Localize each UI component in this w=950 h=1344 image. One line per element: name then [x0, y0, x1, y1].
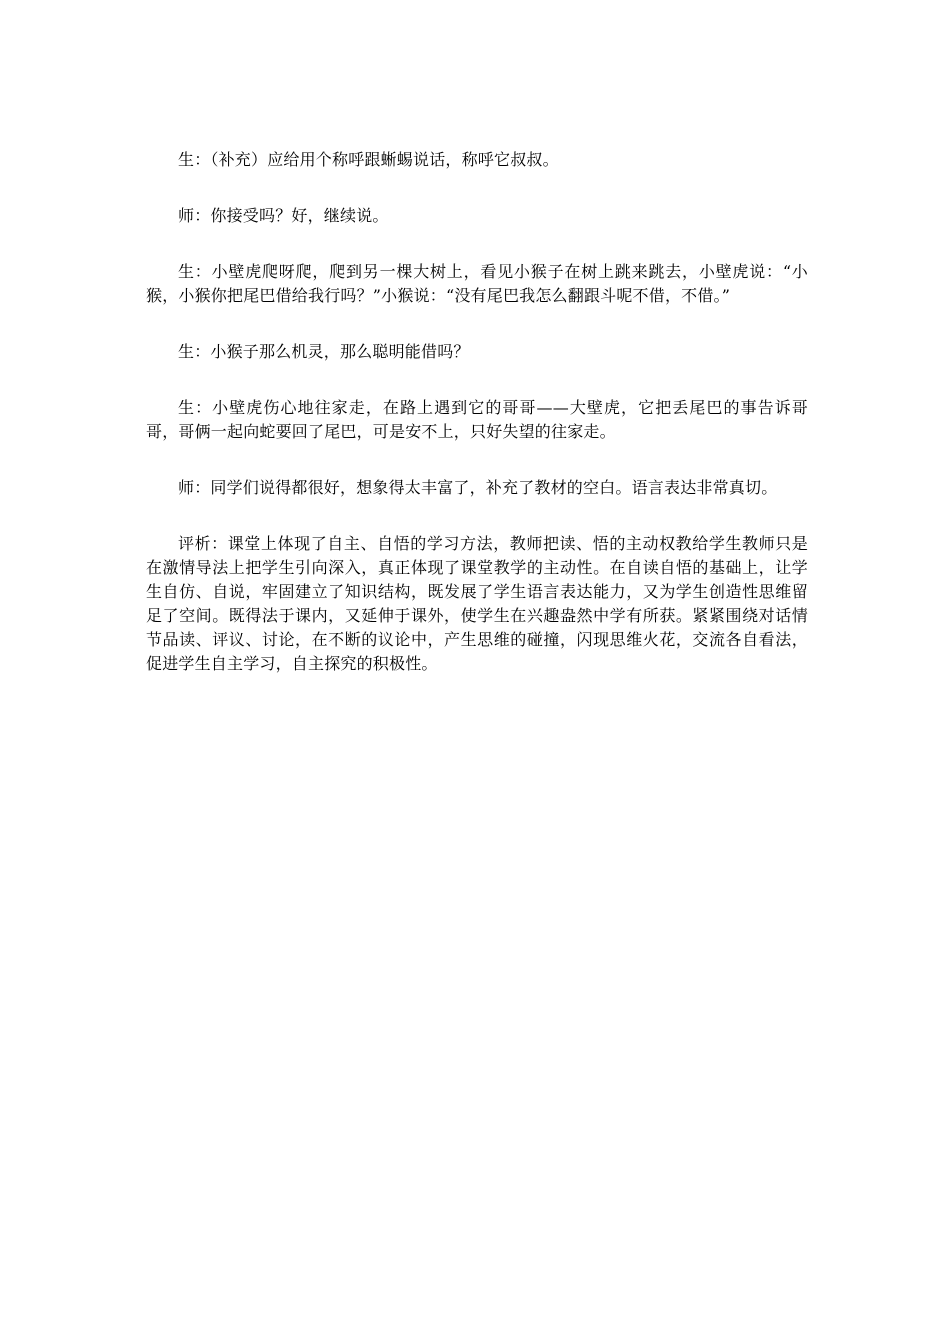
dialogue-paragraph-teacher-accept: 师：你接受吗？好，继续说。 — [178, 206, 389, 225]
dialogue-paragraph-teacher-praise: 师：同学们说得都很好，想象得太丰富了，补充了教材的空白。语言表达非常真切。 — [178, 478, 778, 497]
dialogue-paragraph-student-brother: 生：小壁虎伤心地往家走，在路上遇到它的哥哥——大壁虎，它把丢尾巴的事告诉哥哥，哥俩一起向蛇要回了尾巴，可是安不上，只好失望的往家走。 — [146, 398, 808, 441]
analysis-paragraph: 评析：课堂上体现了自主、自悟的学习方法，教师把读、悟的主动权教给学生教师只是在激情导法上把学生引向深入，真正体现了课堂教学的主动性。在自读自悟的基础上，让学生自仿、自说，牢固建立了知识结构，既发展了学生语言表达能力，又为学生创造性思维留足了空间。既得法于课内，又延伸于课外，使学生在兴趣盎然中学有所获。紧紧围绕对话情节品读、评议、讨论，在不断的议论中，产生思维的碰撞，闪现思维火花，交流各自看法，促进学生自主学习，自主探究的积极性。 — [146, 534, 808, 673]
dialogue-paragraph-student-question: 生：小猴子那么机灵，那么聪明能借吗？ — [178, 342, 470, 361]
dialogue-paragraph-student-supplement: 生：（补充）应给用个称呼跟蜥蜴说话，称呼它叔叔。 — [178, 150, 559, 169]
dialogue-paragraph-student-monkey: 生：小壁虎爬呀爬，爬到另一棵大树上，看见小猴子在树上跳来跳去，小壁虎说：“小猴，小猴你把尾巴借给我行吗？”小猴说：“没有尾巴我怎么翻跟斗呢不借，不借。” — [146, 262, 808, 305]
document-body — [146, 148, 808, 708]
